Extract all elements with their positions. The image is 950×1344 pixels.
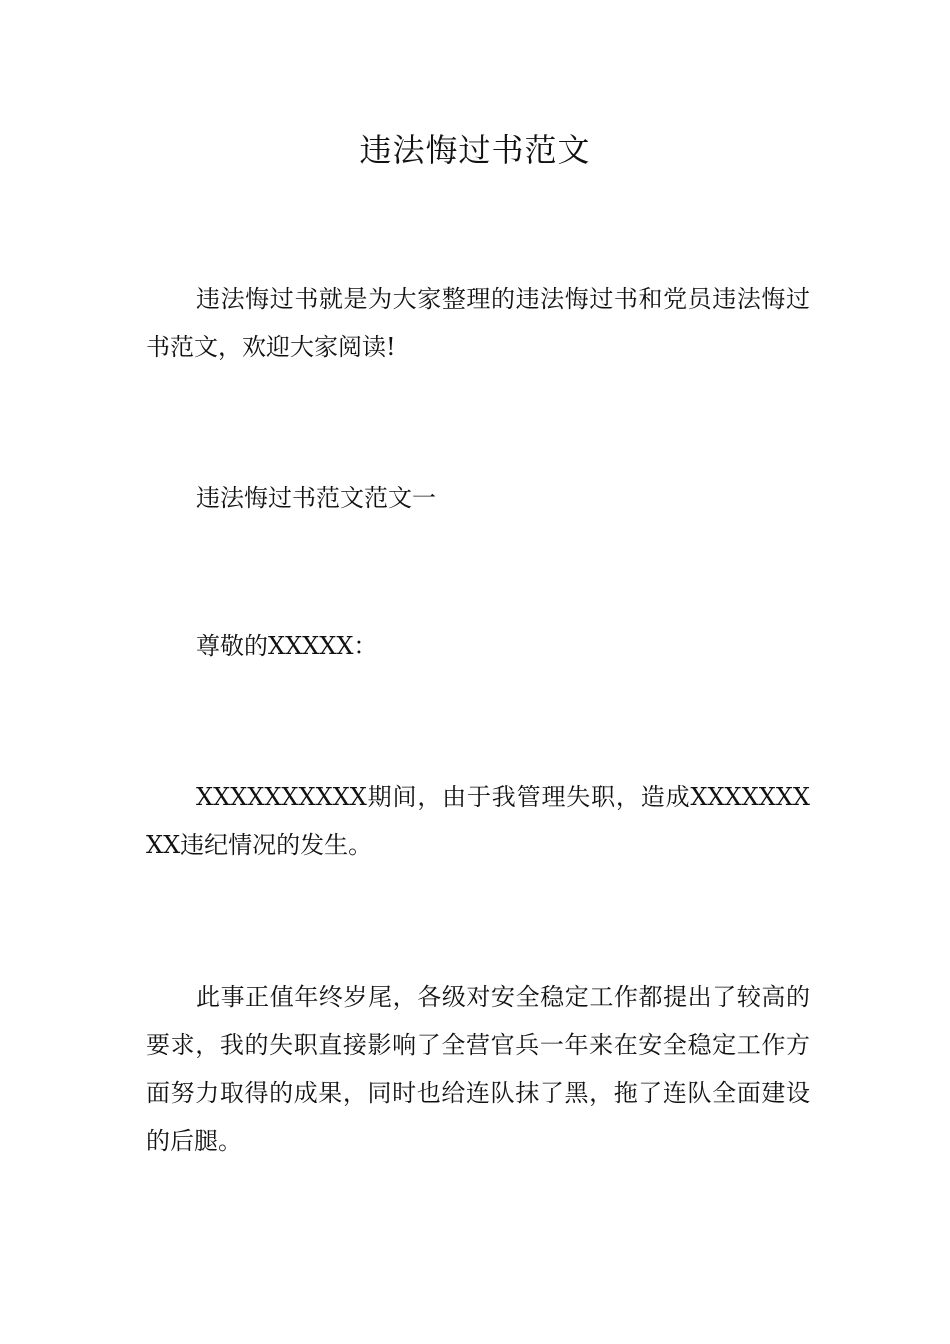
- intro-paragraph: 违法悔过书就是为大家整理的违法悔过书和党员违法悔过书范文，欢迎大家阅读!: [146, 285, 810, 361]
- section-heading: 违法悔过书范文范文一: [196, 484, 436, 512]
- salutation: 尊敬的XXXXX：: [196, 632, 378, 660]
- body-paragraph: 此事正值年终岁尾，各级对安全稳定工作都提出了较高的要求，我的失职直接影响了全营官兵一年来在安全稳定工作方面努力取得的成果，同时也给连队抹了黑，拖了连队全面建设的后腿。: [146, 983, 810, 1155]
- document-title: 违法悔过书范文: [359, 131, 591, 169]
- body-paragraph: XXXXXXXXXX期间，由于我管理失职，造成XXXXXXXXX违纪情况的发生。: [146, 783, 810, 859]
